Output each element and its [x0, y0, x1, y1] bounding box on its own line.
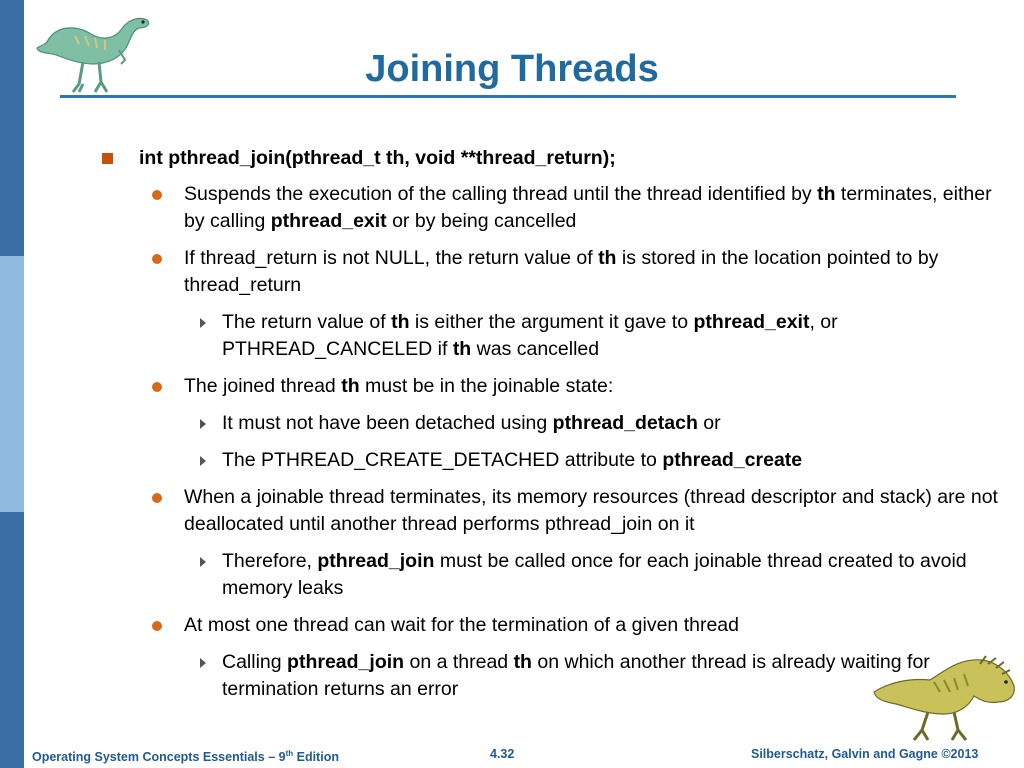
bullet-level-2-text [184, 484, 1004, 538]
bullet-arrow-icon [200, 658, 206, 668]
bullet-level-3-text [222, 649, 982, 703]
bullet-bold-term: th [452, 338, 472, 360]
footer-book-suffix: Edition [293, 750, 339, 765]
bullet-dot-icon [152, 493, 162, 503]
bullet-level-3-text [222, 548, 982, 602]
bullet-level-2-text [184, 612, 1004, 639]
bullet-level-3-text [222, 447, 982, 474]
bullet-bold-term: pthread_exit [693, 311, 810, 333]
bullet-bold-term: pthread_detach [552, 412, 698, 434]
bullet-text-span: Calling [222, 651, 288, 673]
bullet-text-span: Suspends the execution of the calling thread until the thread identified by [184, 183, 818, 205]
bullet-arrow-icon [200, 318, 206, 328]
bullet-bold-term: pthread_exit [270, 210, 387, 232]
dinosaur-icon [870, 652, 1020, 744]
bullet-dot-icon [152, 190, 162, 200]
bullet-bold-term: th [391, 311, 410, 333]
bullet-text-span: The PTHREAD_CREATE_DETACHED attribute to [222, 449, 663, 471]
footer-book-title [32, 745, 339, 766]
bullet-text-span: , or PTHREAD_CANCELED if [222, 311, 838, 360]
footer-book-sup: th [285, 749, 294, 758]
bullet-bold-term: th [598, 247, 617, 269]
bullet-text-span: is either the argument it gave to [409, 311, 694, 333]
bullet-text-span: is stored in the location pointed to by thread_return [184, 247, 939, 296]
bullet-text-span: or by being cancelled [386, 210, 577, 232]
bullet-arrow-icon [200, 557, 206, 567]
bullet-level-2-text [184, 373, 1004, 400]
bullet-dot-icon [152, 382, 162, 392]
bullet-level-3-text [222, 410, 982, 437]
bullet-text-span: The joined thread [184, 375, 342, 397]
page-title: Joining Threads [365, 48, 659, 90]
bullet-bold-term: pthread_join [287, 651, 405, 673]
bullet-level-2-text [184, 181, 1004, 235]
bullet-text-span: must be called once for each joinable thread created to avoid memory leaks [222, 550, 967, 599]
bullet-arrow-icon [200, 456, 206, 466]
bullet-level-1-text [139, 144, 999, 172]
bullet-square-icon [102, 153, 113, 164]
bullet-text-span: was cancelled [471, 338, 600, 360]
bullet-text-span: must be in the joinable state: [359, 375, 614, 397]
bullet-level-3-text [222, 309, 982, 363]
bullet-bold-term: int pthread_join(pthread_t th, void **thread_return); [139, 147, 616, 169]
bullet-text-span: When a joinable thread terminates, its memory resources (thread descriptor and stack) are not deallocated until another thread performs pthread_join on it [184, 486, 998, 535]
footer-book-prefix: Operating System Concepts Essentials – 9 [32, 750, 286, 765]
bullet-text-span: If thread_return is not NULL, the return value of [184, 247, 599, 269]
bullet-arrow-icon [200, 419, 206, 429]
footer-page-number: 4.32 [490, 747, 515, 761]
bullet-text-span: on a thread [404, 651, 514, 673]
bullet-bold-term: th [513, 651, 532, 673]
bullet-text-span: The return value of [222, 311, 392, 333]
bullet-text-span: Therefore, [222, 550, 318, 572]
bullet-bold-term: pthread_create [662, 449, 803, 471]
bullet-dot-icon [152, 621, 162, 631]
bullet-text-span: terminates, either by calling [184, 183, 992, 232]
bullet-text-span: or [697, 412, 721, 434]
bullet-bold-term: pthread_join [317, 550, 435, 572]
footer-authors: Silberschatz, Galvin and Gagne ©2013 [751, 747, 979, 761]
bullet-bold-term: th [817, 183, 836, 205]
bullet-text-span: At most one thread can wait for the termination of a given thread [184, 614, 739, 636]
bullet-level-2-text [184, 245, 1004, 299]
bullet-text-span: on which another thread is already waiting for termination returns an error [222, 651, 930, 700]
bullet-text-span: It must not have been detached using [222, 412, 553, 434]
bullet-bold-term: th [341, 375, 360, 397]
bullet-dot-icon [152, 254, 162, 264]
